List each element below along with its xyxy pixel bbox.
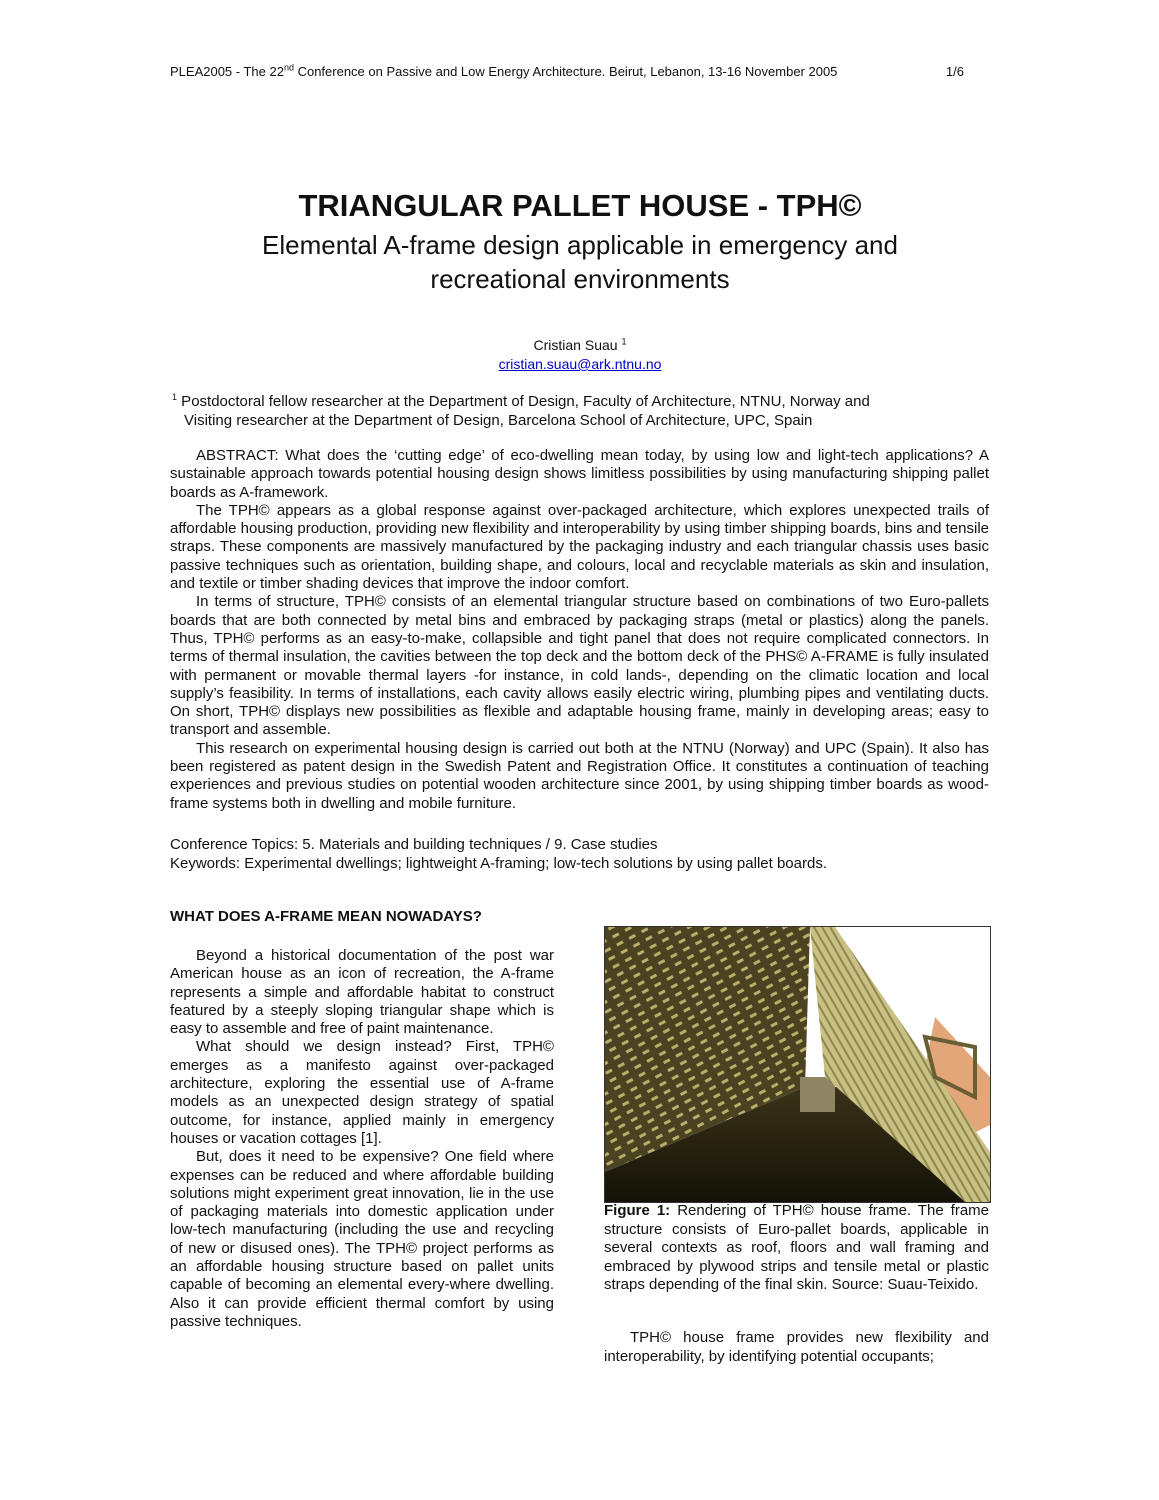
abstract [170,447,989,813]
body-paragraph: What should we design instead? First, TPH© emerges as a manifesto against over-packaged architecture, exploring the essential use of A-frame models as an unexpected design strategy of spatial outcome, for instance, applied mainly in emergency houses or vacation cottages [1]. [170,1038,554,1147]
paper-title: TRIANGULAR PALLET HOUSE - TPH© [298,188,862,223]
keywords: Keywords: Experimental dwellings; lightweight A-framing; low-tech solutions by using pallet boards. [170,855,827,872]
figure-caption: Figure 1: Rendering of TPH© house frame. The frame structure consists of Euro-pallet boards, applicable in several contexts as roof, floors and wall framing and embraced by plywood strips and tensile metal or plastic straps depending of the final skin. Source: Suau-Teixido. [604,1202,989,1293]
topics-keywords [170,835,989,873]
affiliation: $^1$ Postdoctoral fellow researcher at the Department of Design, Faculty of Architecture, NTNU, Norway and Visiting researcher at the Department of Design, Barcelona School of Architecture, UPC, Spain [172,392,870,429]
right-column-text [604,1329,989,1366]
author-name: Cristian Suau $^1$ [533,336,627,353]
running-header [170,64,970,79]
abstract-paragraph: The TPH© appears as a global response against over-packaged architecture, which explores unexpected trails of affordable housing production, providing new flexibility and interoperability by using timber shipping boards, bins and tensile straps. These components are massively manufactured by the packaging industry and each triangular chassis uses basic passive techniques such as orientation, building shape, and colours, local and recyclable materials as skin and insulation, and textile or timber shading devices that improve the indoor comfort. [170,501,989,593]
body-paragraph: Beyond a historical documentation of the post war American house as an icon of recreation, the A-frame represents a simple and affordable habitat to construct featured by a steeply sloping triangular shape which is easy to assemble and free of paint maintenance. [170,947,554,1038]
conference-line: PLEA2005 - The 22nd Conference on Passive and Low Energy Architecture. Beirut, Lebanon, 13-16 November 2005 [170,62,838,79]
abstract-paragraph: This research on experimental housing design is carried out both at the NTNU (Norway) and UPC (Spain). It also has been registered as patent design in the Swedish Patent and Registration Office. It constitutes a continuation of teaching experiences and previous studies on potential wooden architecture since 2001, by using shipping timber boards as wood-frame systems both in dwelling and mobile furniture. [170,739,989,812]
author-email[interactable]: cristian.suau@ark.ntnu.no [498,356,662,372]
paper-subtitle: Elemental A-frame design applicable in emergency and recreational environments [262,230,898,294]
abstract-paragraph: ABSTRACT: What does the ‘cutting edge’ of eco-dwelling mean today, by using low and light-tech applications? A sustainable approach towards potential housing design shows limitless possibilities by using manufacturing shipping pallet boards as A-framework. [170,447,989,501]
conference-topics: Conference Topics: 5. Materials and building techniques / 9. Case studies [170,836,658,853]
abstract-paragraph: In terms of structure, TPH© consists of an elemental triangular structure based on combinations of two Euro-pallets boards that are both connected by metal bins and embraced by packaging straps (metal or plastics) along the panels. Thus, TPH© performs as an easy-to-make, collapsible and tight panel that does not require complicated connectors. In terms of thermal insulation, the cavities between the top deck and the bottom deck of the PHS© A-FRAME is fully insulated with permanent or movable thermal layers -for instance, in cold lands-, depending on the climatic location and local supply’s feasibility. In terms of installations, each cavity allows easily electric wiring, plumbing pipes and ventilating ducts. On short, TPH© displays new possibilities as flexible and adaptable housing frame, mainly in developing areas; easy to transport and assemble. [170,593,989,739]
left-column-text [170,947,554,1331]
figure-1-rendering [604,926,991,1203]
body-paragraph: TPH© house frame provides new flexibility and interoperability, by identifying potential occupants; [604,1329,989,1365]
page-number: 1/6 [945,64,964,79]
section-title: WHAT DOES A-FRAME MEAN NOWADAYS? [170,908,482,925]
body-paragraph: But, does it need to be expensive? One field where expenses can be reduced and where affordable building solutions might experiment great innovation, lie in the use of packaging materials into domestic application under low-tech manufacturing (including the use and recycling of new or disused ones). The TPH© project performs as an affordable housing structure based on pallet units capable of becoming an elemental every-where dwelling. Also it can provide efficient thermal comfort by using passive techniques. [170,1148,554,1330]
a-frame-rendering-image [605,927,990,1202]
